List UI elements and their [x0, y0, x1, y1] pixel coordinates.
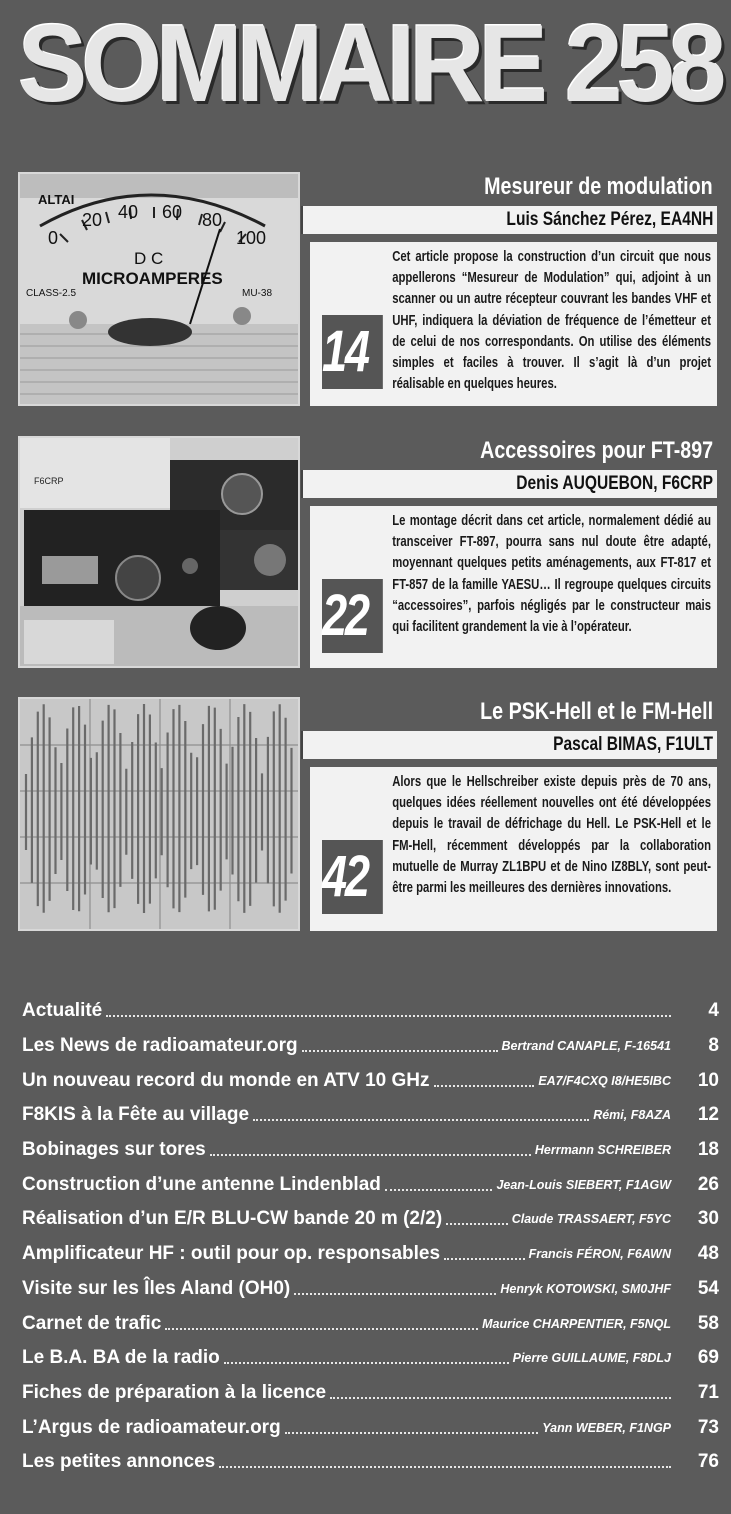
- dot-leader: [302, 1050, 498, 1052]
- svg-text:D C: D C: [134, 249, 164, 268]
- page-number-badge: 42: [322, 840, 383, 914]
- table-of-contents: [22, 994, 719, 1480]
- dot-leader: [210, 1154, 531, 1156]
- article-psk-hell[interactable]: [18, 697, 717, 931]
- toc-entry-author: Pierre GUILLAUME, F8DLJ: [512, 1351, 671, 1366]
- toc-entry-title: Construction d’une antenne Lindenblad: [22, 1173, 381, 1195]
- toc-entry-title: Fiches de préparation à la licence: [22, 1381, 327, 1403]
- article-photo-waveform: [18, 697, 300, 931]
- article-description: [322, 511, 711, 648]
- svg-text:CLASS-2.5: CLASS-2.5: [26, 288, 77, 299]
- meter-brand: ALTAI: [38, 192, 75, 207]
- toc-entry-page: 18: [697, 1139, 719, 1161]
- svg-text:100: 100: [236, 228, 267, 248]
- toc-entry-title: Les News de radioamateur.org: [22, 1035, 298, 1057]
- toc-entry-author: Yann WEBER, F1NGP: [542, 1420, 671, 1435]
- dot-leader: [253, 1119, 589, 1121]
- dot-leader: [385, 1189, 493, 1191]
- article-author: Pascal BIMAS, F1ULT: [553, 734, 713, 755]
- svg-text:80: 80: [202, 210, 223, 230]
- dot-leader: [434, 1085, 535, 1087]
- toc-entry[interactable]: [22, 1306, 719, 1341]
- page-number-badge: 14: [322, 315, 383, 389]
- toc-entry-author: Jean-Louis SIEBERT, F1AGW: [496, 1177, 671, 1192]
- toc-entry-page: 12: [697, 1104, 719, 1126]
- svg-text:60: 60: [162, 202, 183, 222]
- toc-entry-page: 76: [697, 1451, 719, 1473]
- toc-entry-author: Herrmann SCHREIBER: [534, 1143, 671, 1158]
- svg-text:40: 40: [118, 202, 139, 222]
- toc-entry-page: 26: [697, 1173, 719, 1195]
- svg-text:MU-38: MU-38: [242, 288, 273, 299]
- toc-entry[interactable]: [22, 1445, 719, 1480]
- article-title: Accessoires pour FT-897: [480, 437, 713, 464]
- toc-entry-title: Visite sur les Îles Aland (OH0): [22, 1277, 291, 1299]
- toc-entry-author: EA7/F4CXQ I8/HE5IBC: [538, 1073, 671, 1088]
- toc-entry-author: Maurice CHARPENTIER, F5NQL: [482, 1316, 671, 1331]
- toc-entry-author: Bertrand CANAPLE, F-16541: [501, 1039, 671, 1054]
- toc-entry[interactable]: [22, 1202, 719, 1237]
- toc-entry-page: 71: [697, 1381, 719, 1403]
- toc-entry-page: 48: [697, 1243, 719, 1265]
- toc-entry-title: Amplificateur HF : outil pour op. responsables: [22, 1243, 441, 1265]
- toc-entry[interactable]: [22, 1098, 719, 1133]
- toc-entry-page: 4: [708, 1000, 719, 1022]
- dot-leader: [446, 1223, 508, 1225]
- toc-entry[interactable]: [22, 1410, 719, 1445]
- toc-entry[interactable]: [22, 1272, 719, 1307]
- toc-entry-page: 30: [697, 1208, 719, 1230]
- toc-entry[interactable]: [22, 1167, 719, 1202]
- toc-entry-page: 10: [697, 1069, 719, 1091]
- article-description-text: Cet article propose la construction d’un circuit que nous appellerons “Mesureur de Modulation” qui, adjoint à un scanner ou un autre récepteur couvrant les bandes VHF et UHF, indiquera la déviation de fréquence de l’émetteur et de celui de nos correspondants. On utilise des éléments simples et faciles à trouver. Il s’agit là d’un projet réalisable en quelques heures.: [392, 249, 711, 393]
- article-title: Le PSK-Hell et le FM-Hell: [480, 698, 713, 725]
- article-author: Denis AUQUEBON, F6CRP: [516, 473, 713, 494]
- dot-leader: [106, 1015, 671, 1017]
- toc-entry[interactable]: [22, 1376, 719, 1411]
- toc-entry-title: Réalisation d’un E/R BLU-CW bande 20 m (2/2): [22, 1208, 443, 1230]
- article-author: Luis Sánchez Pérez, EA4NH: [506, 209, 713, 230]
- author-bar: [301, 731, 717, 759]
- article-description-text: Alors que le Hellschreiber existe depuis près de 70 ans, quelques idées réellement nouvelles ont été développées depuis le travail de défrichage du Hell. Le PSK-Hell et le FM-Hell, récemment développés par la collaboration mutuelle de Murray ZL1BPU et de Nino IZ8BLY, sont peut-être parmi les meilleures des dernières innovations.: [392, 774, 711, 897]
- toc-entry-title: Les petites annonces: [22, 1451, 216, 1473]
- dot-leader: [219, 1466, 671, 1468]
- svg-text:20: 20: [82, 210, 103, 230]
- svg-text:0: 0: [48, 228, 59, 248]
- meter-photo-icon: [20, 174, 298, 404]
- article-description-box: [310, 506, 717, 668]
- article-description: [322, 772, 711, 909]
- toc-entry-author: Rémi, F8AZA: [593, 1108, 671, 1123]
- toc-entry[interactable]: [22, 1029, 719, 1064]
- waveform-icon: [20, 699, 298, 929]
- toc-entry[interactable]: [22, 1341, 719, 1376]
- toc-entry-title: Bobinages sur tores: [22, 1139, 206, 1161]
- toc-entry-title: Le B.A. BA de la radio: [22, 1347, 220, 1369]
- toc-entry-title: Actualité: [22, 1000, 103, 1022]
- photo-label: F6CRP: [34, 476, 64, 486]
- dot-leader: [165, 1328, 478, 1330]
- article-mesureur[interactable]: [18, 172, 717, 406]
- transceiver-photo-icon: [20, 438, 298, 666]
- toc-entry-title: Un nouveau record du monde en ATV 10 GHz: [22, 1069, 430, 1091]
- dot-leader: [224, 1362, 509, 1364]
- toc-entry-author: Claude TRASSAERT, F5YC: [511, 1212, 671, 1227]
- article-description-box: [310, 767, 717, 931]
- toc-entry-page: 73: [697, 1416, 719, 1438]
- page-number-badge: 22: [322, 579, 383, 653]
- article-accessoires[interactable]: [18, 436, 717, 668]
- toc-entry-title: F8KIS à la Fête au village: [22, 1104, 250, 1126]
- toc-entry-author: Francis FÉRON, F6AWN: [528, 1247, 671, 1262]
- toc-entry-page: 69: [697, 1347, 719, 1369]
- author-bar: [301, 470, 717, 498]
- toc-entry-author: Henryk KOTOWSKI, SM0JHF: [500, 1281, 671, 1296]
- toc-entry[interactable]: [22, 1237, 719, 1272]
- article-photo-meter: [18, 172, 300, 406]
- toc-entry[interactable]: [22, 1063, 719, 1098]
- toc-entry-page: 8: [708, 1035, 719, 1057]
- dot-leader: [444, 1258, 525, 1260]
- toc-entry-page: 54: [697, 1277, 719, 1299]
- article-photo-transceiver: [18, 436, 300, 668]
- article-description-box: [310, 242, 717, 406]
- toc-entry[interactable]: [22, 994, 719, 1029]
- article-title: Mesureur de modulation: [484, 173, 713, 200]
- article-description-text: Le montage décrit dans cet article, normalement dédié au transceiver FT-897, pourra sans nul doute être adapté, moyennant quelques petits aménagements, aux FT-817 et FT-857 de la famille YAESU… Il regroupe quelques circuits “accessoires”, parfois négligés par le constructeur mais qui facilitent grandement la vie à l’opérateur.: [392, 513, 711, 636]
- svg-text:MICROAMPERES: MICROAMPERES: [82, 269, 223, 288]
- dot-leader: [285, 1432, 539, 1434]
- page-title: SOMMAIRE 258: [18, 3, 721, 125]
- toc-entry-page: 58: [697, 1312, 719, 1334]
- dot-leader: [330, 1397, 671, 1399]
- dot-leader: [294, 1293, 496, 1295]
- toc-entry-title: L’Argus de radioamateur.org: [22, 1416, 281, 1438]
- toc-entry-title: Carnet de trafic: [22, 1312, 162, 1334]
- author-bar: [301, 206, 717, 234]
- article-description: [322, 247, 711, 395]
- toc-entry[interactable]: [22, 1133, 719, 1168]
